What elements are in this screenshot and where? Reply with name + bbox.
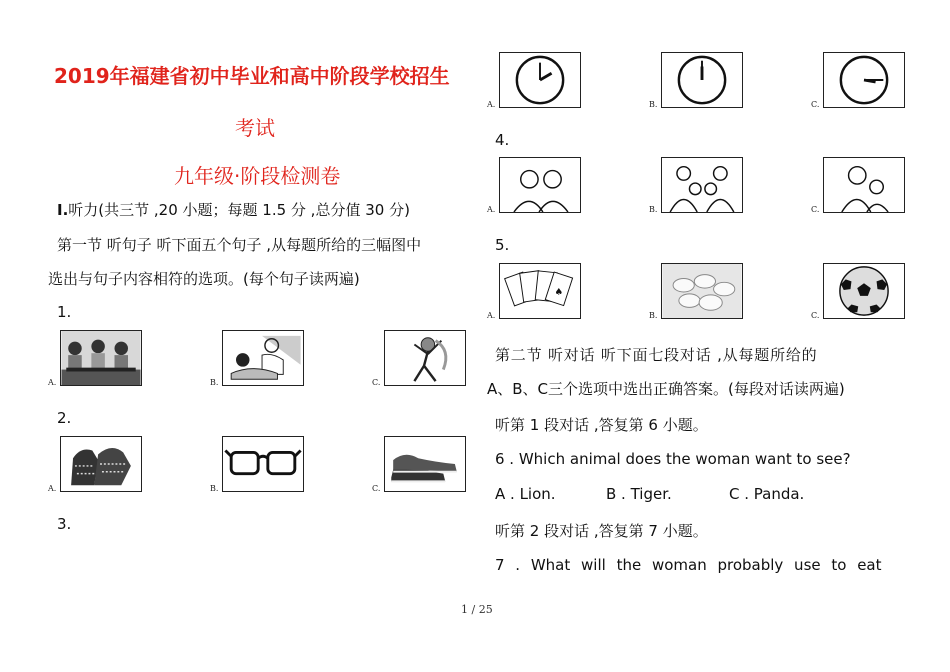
sneakers-icon [385, 437, 465, 491]
doctor-patient-icon [223, 331, 303, 385]
q5-label-c: C. [811, 311, 820, 320]
q2-pic-c-sneakers [384, 436, 466, 492]
q4-pic-a-couple [499, 157, 581, 213]
question-7: 7 . What will the woman probably use to eat [495, 556, 882, 574]
glasses-icon [223, 437, 303, 491]
q4-label-b: B. [649, 205, 658, 214]
q4-pic-b-family [661, 157, 743, 213]
question-4-number: 4. [495, 131, 510, 149]
gloves-icon [61, 437, 141, 491]
part2-instruction-1: 第二节 听对话 听下面七段对话 ,从每题所给的 [495, 346, 818, 364]
clock-icon [500, 53, 580, 107]
classroom-icon [61, 331, 141, 385]
question-2-number: 2. [57, 409, 72, 427]
q3-pic-b-clock [661, 52, 743, 108]
q5-pic-a-cards [499, 263, 581, 319]
exam-subtitle: 九年级·阶段检测卷 [174, 164, 341, 188]
dialogue-1-intro: 听第 1 段对话 ,答复第 6 小题。 [495, 416, 708, 434]
exam-title-line1: 2019年福建省初中毕业和高中阶段学校招生 [54, 64, 450, 88]
section-heading [57, 199, 410, 220]
q1-label-b: B. [210, 378, 219, 387]
question-6: 6 . Which animal does the woman want to see? [495, 450, 851, 468]
q1-label-a: A. [48, 378, 57, 387]
q1-pic-a-classroom [60, 330, 142, 386]
question-1-number: 1. [57, 303, 72, 321]
part2-instruction-2: A、B、C三个选项中选出正确答案。(每段对话读两遍) [487, 380, 845, 398]
q3-pic-c-clock [823, 52, 905, 108]
chinese-chess-icon [662, 264, 742, 318]
couple-icon [500, 158, 580, 212]
section-roman: I. [57, 201, 69, 219]
q2-pic-a-gloves [60, 436, 142, 492]
mother-child-icon [824, 158, 904, 212]
q5-pic-b-chess [661, 263, 743, 319]
svg-text:♠: ♠ [554, 286, 564, 298]
q1-pic-c-exercise [384, 330, 466, 386]
q5-label-b: B. [649, 311, 658, 320]
part1-instruction-1: 第一节 听句子 听下面五个句子 ,从每题所给的三幅图中 [57, 236, 422, 254]
q6-option-b: B . Tiger. [606, 485, 672, 503]
q4-label-c: C. [811, 205, 820, 214]
q3-label-c: C. [811, 100, 820, 109]
q3-label-a: A. [487, 100, 496, 109]
family-icon [662, 158, 742, 212]
soccer-ball-icon [824, 264, 904, 318]
q2-label-a: A. [48, 484, 57, 493]
q5-label-a: A. [487, 311, 496, 320]
q2-pic-b-glasses [222, 436, 304, 492]
q4-pic-c-mother-child [823, 157, 905, 213]
q3-label-b: B. [649, 100, 658, 109]
girl-exercising-icon [385, 331, 465, 385]
q5-pic-c-soccer [823, 263, 905, 319]
exam-title-line2: 考试 [235, 116, 275, 140]
question-5-number: 5. [495, 236, 510, 254]
q1-pic-b-doctor [222, 330, 304, 386]
question-3-number: 3. [57, 515, 72, 533]
q2-label-c: C. [372, 484, 381, 493]
q3-pic-a-clock [499, 52, 581, 108]
section-heading-text: 听力(共三节 ,20 小题；每题 1.5 分 ,总分值 30 分) [68, 201, 410, 219]
q1-label-c: C. [372, 378, 381, 387]
page-number: 1 / 25 [461, 603, 493, 616]
clock-icon [662, 53, 742, 107]
part1-instruction-2: 选出与句子内容相符的选项。(每个句子读两遍) [48, 270, 360, 288]
q6-option-c: C . Panda. [729, 485, 805, 503]
q6-option-a: A . Lion. [495, 485, 556, 503]
dialogue-2-intro: 听第 2 段对话 ,答复第 7 小题。 [495, 522, 708, 540]
q2-label-b: B. [210, 484, 219, 493]
playing-cards-icon [500, 264, 580, 318]
clock-icon [824, 53, 904, 107]
q4-label-a: A. [487, 205, 496, 214]
